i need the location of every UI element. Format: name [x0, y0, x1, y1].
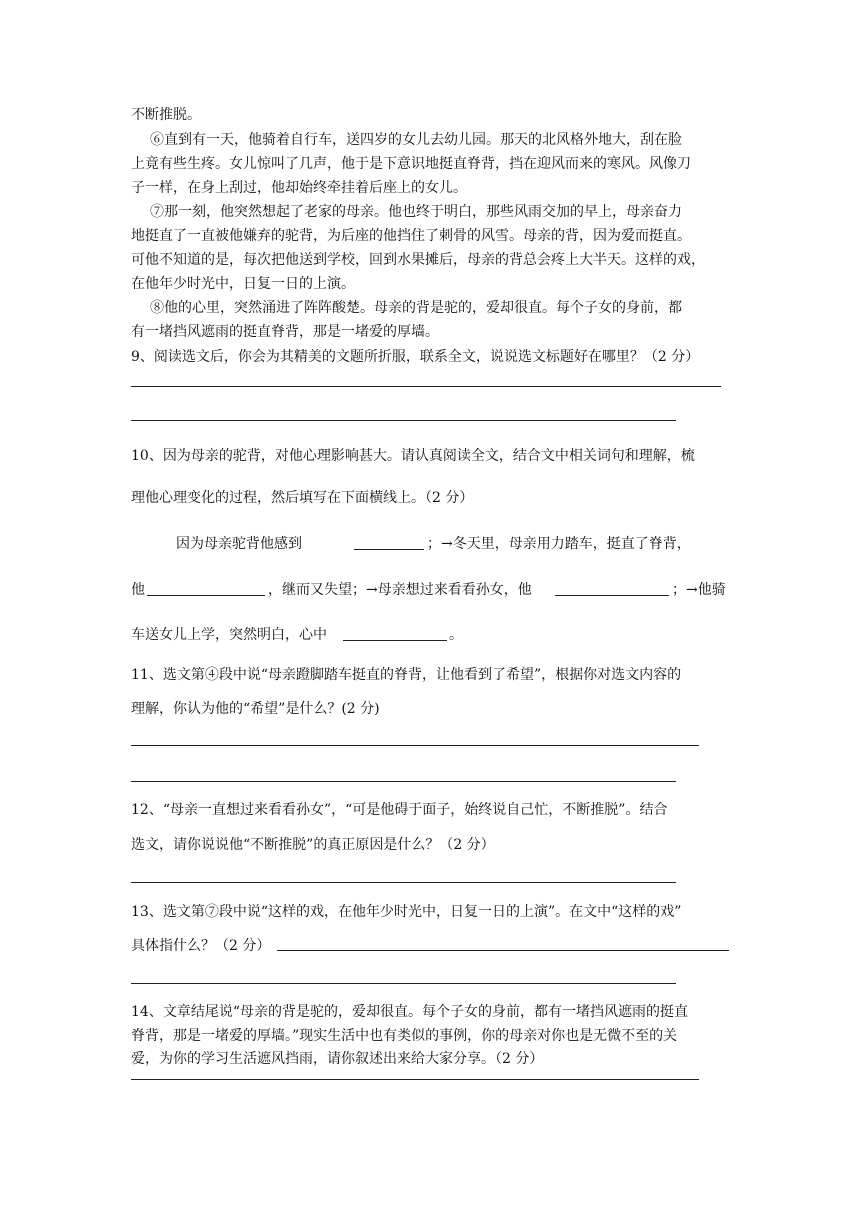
question-14: 爱，为你的学习生活遮风挡雨，请你叙述出来给大家分享。（2 分）: [131, 1051, 544, 1067]
paragraph-8-line: ⑧他的心里，突然涌进了阵阵酸楚。母亲的背是驼的，爱却很直。每个子女的身前，都: [150, 300, 682, 316]
passage-line: 不断推脱。: [131, 107, 201, 123]
answer-line[interactable]: [131, 386, 721, 387]
answer-line[interactable]: [277, 950, 729, 951]
paragraph-7-line: 地挺直了一直被他嫌弃的驼背，为后座的他挡住了刺骨的风雪。母亲的背，因为爱而挺直。: [131, 228, 691, 244]
question-10: 理他心理变化的过程，然后填写在下面横线上。（2 分）: [131, 490, 474, 506]
question-12: 选文，请你说说他“不断推脱”的真正原因是什么？（2 分）: [131, 837, 495, 853]
question-13: 具体指什么？（2 分）: [131, 938, 271, 954]
paragraph-8-line: 有一堵挡风遮雨的挺直脊背，那是一堵爱的厚墙。: [131, 324, 439, 340]
question-12: 12、“母亲一直想过来看看孙女”，“可是他碍于面子，始终说自己忙，不断推脱”。结合: [131, 802, 668, 818]
fill-text: 。: [449, 627, 463, 643]
answer-line[interactable]: [131, 420, 676, 421]
question-14: 14、文章结尾说“母亲的背是驼的，爱却很直。每个子女的身前，都有一堵挡风遮雨的挺直: [131, 1004, 688, 1020]
paragraph-6-line: ⑥直到有一天，他骑着自行车，送四岁的女儿去幼儿园。那天的北风格外地大，刮在脸: [150, 132, 682, 148]
paragraph-7-line: ⑦那一刻，他突然想起了老家的母亲。他也终于明白，那些风雨交加的早上，母亲奋力: [150, 204, 682, 220]
fill-text: ，继而又失望；→母亲想过来看看孙女，他: [268, 582, 532, 598]
answer-line[interactable]: [131, 882, 676, 883]
fill-text: 车送女儿上学，突然明白，心中: [131, 627, 327, 643]
answer-line[interactable]: [131, 983, 676, 984]
paragraph-7-line: 在他年少时光中，日复一日的上演。: [131, 276, 355, 292]
question-10: 10、因为母亲的驼背，对他心理影响甚大。请认真阅读全文，结合文中相关词句和理解，梳: [131, 448, 695, 464]
paragraph-6-line: 子一样，在身上刮过，他却始终牵挂着后座上的女儿。: [131, 180, 467, 196]
fill-blank[interactable]: [555, 595, 669, 596]
question-13: 13、选文第⑦段中说“这样的戏，在他年少时光中，日复一日的上演”。在文中“这样的戏”: [131, 904, 682, 920]
answer-line[interactable]: [131, 1079, 699, 1080]
question-11: 11、选文第④段中说“母亲蹬脚踏车挺直的脊背，让他看到了希望”，根据你对选文内容的: [131, 667, 682, 683]
answer-line[interactable]: [131, 745, 699, 746]
fill-text: 他: [131, 582, 145, 598]
paragraph-7-line: 可他不知道的是，每次把他送到学校，回到水果摊后，母亲的背总会疼上大半天。这样的戏，: [131, 252, 705, 268]
question-11: 理解，你认为他的“希望”是什么？(2 分): [131, 701, 380, 717]
paragraph-6-line: 上竟有些生疼。女儿惊叫了几声，他于是下意识地挺直脊背，挡在迎风而来的寒风。风像刀: [131, 156, 691, 172]
fill-text: ；→他骑: [672, 582, 726, 598]
answer-line[interactable]: [131, 781, 676, 782]
fill-blank[interactable]: [147, 595, 265, 596]
question-14: 脊背，那是一堵爱的厚墙。”现实生活中也有类似的事例，你的母亲对你也是无微不至的关: [131, 1028, 678, 1044]
fill-blank[interactable]: [354, 549, 424, 550]
fill-text: 因为母亲驼背他感到: [176, 536, 302, 552]
fill-text: ；→冬天里，母亲用力踏车，挺直了脊背，: [427, 536, 691, 552]
fill-blank[interactable]: [343, 640, 447, 641]
question-9: 9、阅读选文后，你会为其精美的文题所折服，联系全文，说说选文标题好在哪里？（2 分）: [131, 349, 700, 365]
